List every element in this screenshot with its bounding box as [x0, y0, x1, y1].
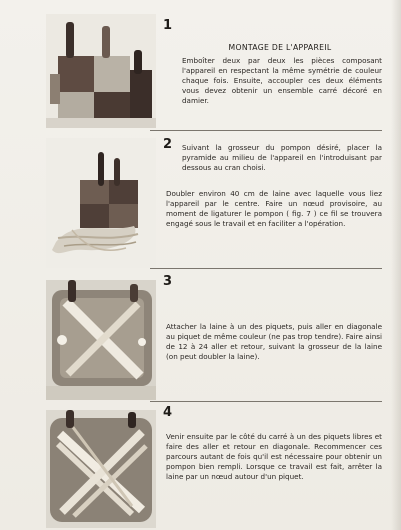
step-1-text: Emboîter deux par deux les pièces composant l'appareil en respectant la même symétrie de couleur chaque fois. Ensuite, accoupler ces deux éléments vous devez obtenir un ensemble carré décoré en damier. — [182, 56, 382, 105]
step-number-2: 2 — [163, 137, 173, 152]
step-number-3: 3 — [163, 274, 173, 289]
diagonal-winding-image — [46, 280, 156, 400]
divider-2 — [150, 268, 382, 269]
assembled-device-image — [46, 14, 156, 128]
section-title: MONTAGE DE L'APPAREIL — [228, 43, 332, 52]
filled-winding-image — [46, 410, 156, 528]
step-3-text: Attacher la laine à un des piquets, puis aller en diagonale au piquet de même couleur (ne pas trop tendre). Faire ainsi de 12 à 24 aller et retour, suivant la grosseur de la laine (on peut doubler la laine). — [166, 322, 382, 361]
step-number-1: 1 — [163, 18, 173, 33]
step-4-text: Venir ensuite par le côté du carré à un des piquets libres et faire des aller et retour en diagonale. Recommencer ces parcours autant de fois qu'il est nécessaire pour obtenir un pompon bien rempli. Lorsque ce travail est fait, arrêter la laine par un nœud autour d'un piquet. — [166, 432, 382, 481]
page-edge-shadow — [391, 0, 401, 530]
figure-1-photo — [46, 14, 156, 128]
figure-3-photo — [46, 280, 156, 400]
divider-3 — [150, 401, 382, 402]
divider-1 — [150, 130, 382, 131]
figure-2-photo — [46, 138, 156, 268]
step-2-text-1: Suivant la grosseur du pompon désiré, placer la pyramide au milieu de l'appareil en l'introduisant par dessous au cran choisi. — [182, 143, 382, 172]
step-number-4: 4 — [163, 405, 173, 420]
device-with-pyramid-and-yarn-image — [46, 138, 156, 268]
step-2-text-2: Doubler environ 40 cm de laine avec laquelle vous liez l'appareil par le centre. Faire un nœud provisoire, au moment de ligaturer le pompon ( fig. 7 ) ce fil se trouvera engagé sous le travail et en faciliter a l'opération. — [166, 189, 382, 228]
figure-4-photo — [46, 410, 156, 528]
